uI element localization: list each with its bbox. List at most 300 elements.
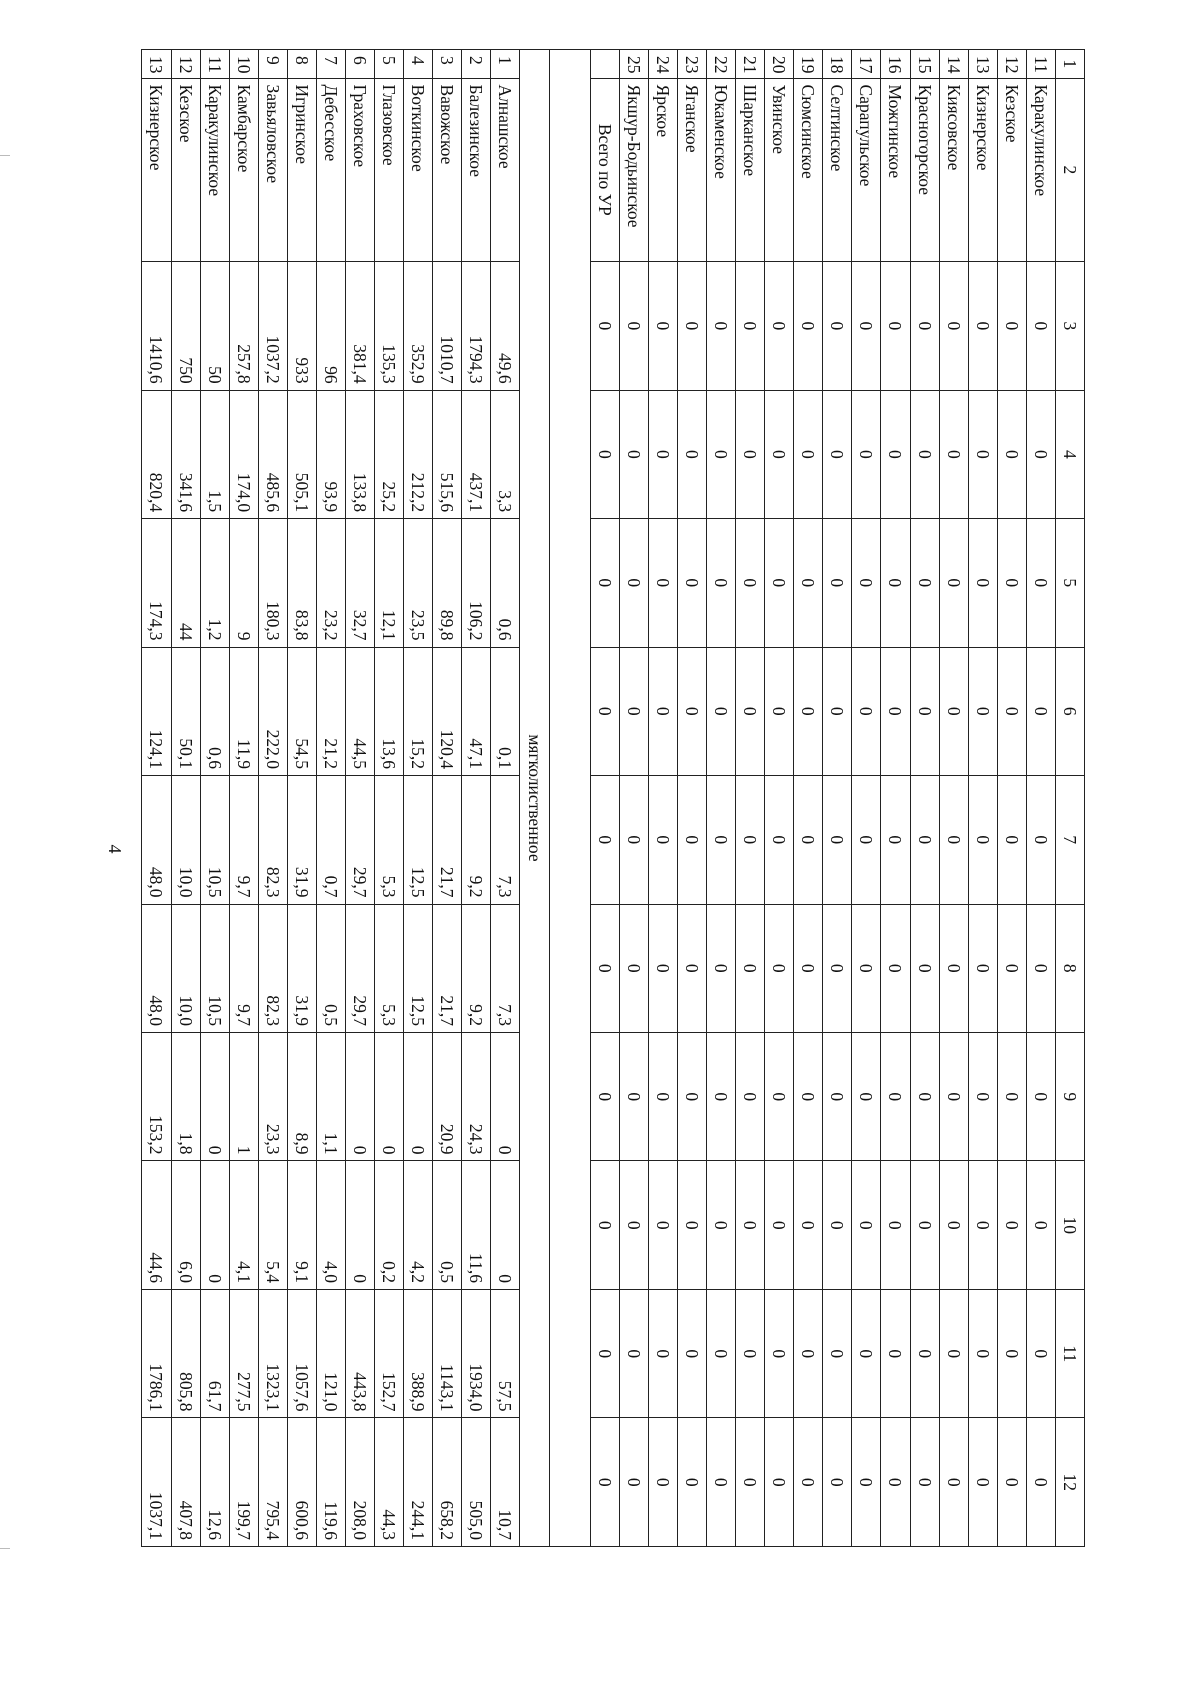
value-cell: 133,8: [346, 390, 375, 518]
value-cell: 0: [852, 904, 881, 1032]
value-cell: 12,6: [200, 1418, 229, 1547]
value-cell: 0: [997, 1033, 1026, 1161]
value-cell: 0: [881, 1289, 910, 1417]
value-cell: 0: [677, 519, 706, 647]
value-cell: 208,0: [346, 1418, 375, 1547]
value-cell: 0: [968, 390, 997, 518]
value-cell: 0: [910, 647, 939, 775]
value-cell: 0: [823, 1418, 852, 1547]
value-cell: 96: [316, 262, 345, 390]
table-row: [765, 50, 794, 1547]
value-cell: 0: [619, 1161, 648, 1289]
value-cell: 0: [823, 390, 852, 518]
value-cell: 1410,6: [142, 262, 172, 390]
row-number-cell: 2: [462, 50, 491, 79]
table-row: [1026, 50, 1055, 1547]
value-cell: 0: [765, 262, 794, 390]
value-cell: 1: [229, 1033, 258, 1161]
value-cell: 0: [939, 390, 968, 518]
value-cell: 10,0: [171, 776, 200, 904]
value-cell: 0: [1026, 904, 1055, 1032]
value-cell: 0: [590, 1161, 619, 1289]
district-name-cell: Сарапульское: [852, 78, 881, 262]
column-number-cell: 11: [1055, 1289, 1084, 1417]
value-cell: 174,0: [229, 390, 258, 518]
row-number-cell: 18: [823, 50, 852, 79]
district-name-cell: Можгинское: [881, 78, 910, 262]
district-name-cell: Киясовское: [939, 78, 968, 262]
value-cell: 7,3: [491, 904, 520, 1032]
value-cell: 0: [706, 1418, 735, 1547]
row-number-cell: 23: [677, 50, 706, 79]
value-cell: 0: [677, 1033, 706, 1161]
value-cell: 180,3: [258, 519, 287, 647]
row-number-cell: 1: [491, 50, 520, 79]
value-cell: 0,2: [375, 1161, 404, 1289]
value-cell: 10,5: [200, 904, 229, 1032]
value-cell: 0: [794, 519, 823, 647]
value-cell: 0: [881, 262, 910, 390]
row-number-cell: 19: [794, 50, 823, 79]
value-cell: 120,4: [433, 647, 462, 775]
value-cell: 0: [997, 776, 1026, 904]
value-cell: 0: [794, 262, 823, 390]
district-name-cell: Алнашское: [491, 78, 520, 262]
value-cell: 9,7: [229, 904, 258, 1032]
value-cell: 1037,2: [258, 262, 287, 390]
value-cell: 47,1: [462, 647, 491, 775]
table-row: [462, 50, 491, 1547]
value-cell: 0: [823, 776, 852, 904]
value-cell: 0: [648, 1289, 677, 1417]
value-cell: 0: [939, 1033, 968, 1161]
value-cell: 0: [736, 1033, 765, 1161]
value-cell: 0: [939, 1161, 968, 1289]
section-title-cell: мягколиственное: [520, 50, 549, 1547]
value-cell: 0: [852, 519, 881, 647]
value-cell: 106,2: [462, 519, 491, 647]
value-cell: 515,6: [433, 390, 462, 518]
column-number-cell: 10: [1055, 1161, 1084, 1289]
value-cell: 0: [1026, 1161, 1055, 1289]
district-name-cell: Воткинское: [404, 78, 433, 262]
row-number-cell: 8: [287, 50, 316, 79]
value-cell: 0: [200, 1161, 229, 1289]
value-cell: 0: [852, 1418, 881, 1547]
value-cell: 0: [1026, 1033, 1055, 1161]
row-number-cell: 11: [1026, 50, 1055, 79]
value-cell: 1786,1: [142, 1289, 172, 1417]
value-cell: 23,2: [316, 519, 345, 647]
value-cell: 3,3: [491, 390, 520, 518]
value-cell: 12,1: [375, 519, 404, 647]
value-cell: 0: [881, 1418, 910, 1547]
value-cell: 505,1: [287, 390, 316, 518]
value-cell: 8,9: [287, 1033, 316, 1161]
value-cell: 0: [765, 390, 794, 518]
value-cell: 0: [765, 519, 794, 647]
value-cell: 0: [823, 1161, 852, 1289]
value-cell: 0: [1026, 776, 1055, 904]
value-cell: 0: [968, 1161, 997, 1289]
value-cell: 31,9: [287, 904, 316, 1032]
district-name-cell: Юкаменское: [706, 78, 735, 262]
value-cell: 0: [590, 647, 619, 775]
value-cell: 0: [968, 1033, 997, 1161]
value-cell: 1010,7: [433, 262, 462, 390]
value-cell: 0: [910, 1033, 939, 1161]
value-cell: 0: [997, 1161, 1026, 1289]
value-cell: 222,0: [258, 647, 287, 775]
table-row: [375, 50, 404, 1547]
row-number-cell: 7: [316, 50, 345, 79]
value-cell: 4,0: [316, 1161, 345, 1289]
value-cell: 257,8: [229, 262, 258, 390]
value-cell: 0: [910, 776, 939, 904]
district-name-cell: Сюмсинское: [794, 78, 823, 262]
value-cell: 0: [910, 390, 939, 518]
value-cell: 54,5: [287, 647, 316, 775]
district-name-cell: Яганское: [677, 78, 706, 262]
value-cell: 12,5: [404, 776, 433, 904]
total-row: [590, 50, 619, 1547]
value-cell: 0: [881, 647, 910, 775]
value-cell: 0: [619, 519, 648, 647]
value-cell: 9,1: [287, 1161, 316, 1289]
row-number-cell: [590, 50, 619, 79]
value-cell: 0,6: [491, 519, 520, 647]
value-cell: 352,9: [404, 262, 433, 390]
value-cell: 0: [1026, 647, 1055, 775]
value-cell: 0: [910, 1289, 939, 1417]
value-cell: 89,8: [433, 519, 462, 647]
value-cell: 0: [881, 776, 910, 904]
value-cell: 21,2: [316, 647, 345, 775]
value-cell: 0: [736, 1161, 765, 1289]
value-cell: 341,6: [171, 390, 200, 518]
district-name-cell: Увинское: [765, 78, 794, 262]
district-name-cell: Ярское: [648, 78, 677, 262]
row-number-cell: 11: [200, 50, 229, 79]
value-cell: 0: [852, 390, 881, 518]
value-cell: 0: [765, 776, 794, 904]
value-cell: 50: [200, 262, 229, 390]
district-name-cell: Глазовское: [375, 78, 404, 262]
value-cell: 0: [736, 1418, 765, 1547]
district-name-cell: Завьяловское: [258, 78, 287, 262]
value-cell: 0: [619, 647, 648, 775]
value-cell: 31,9: [287, 776, 316, 904]
value-cell: 0: [648, 647, 677, 775]
column-number-cell: 2: [1055, 78, 1084, 262]
value-cell: 0: [823, 647, 852, 775]
row-number-cell: 17: [852, 50, 881, 79]
value-cell: 0: [736, 647, 765, 775]
value-cell: 0: [648, 262, 677, 390]
table-row: [881, 50, 910, 1547]
table-row: [706, 50, 735, 1547]
value-cell: 32,7: [346, 519, 375, 647]
value-cell: 0: [677, 1418, 706, 1547]
value-cell: 5,3: [375, 776, 404, 904]
value-cell: 600,6: [287, 1418, 316, 1547]
scan-edge-mark: [0, 1548, 10, 1549]
table-row: [939, 50, 968, 1547]
value-cell: 0: [736, 776, 765, 904]
value-cell: 0: [736, 1289, 765, 1417]
value-cell: 820,4: [142, 390, 172, 518]
table-row: [852, 50, 881, 1547]
value-cell: 0: [910, 1418, 939, 1547]
value-cell: 13,6: [375, 647, 404, 775]
table-row: [910, 50, 939, 1547]
row-number-cell: 20: [765, 50, 794, 79]
value-cell: 658,2: [433, 1418, 462, 1547]
value-cell: 443,8: [346, 1289, 375, 1417]
value-cell: 61,7: [200, 1289, 229, 1417]
value-cell: 212,2: [404, 390, 433, 518]
table-row: [736, 50, 765, 1547]
value-cell: 0: [968, 262, 997, 390]
value-cell: 0: [765, 904, 794, 1032]
value-cell: 0: [619, 390, 648, 518]
value-cell: 0: [910, 1161, 939, 1289]
value-cell: 0: [794, 1161, 823, 1289]
value-cell: 0: [852, 776, 881, 904]
value-cell: 0: [346, 1161, 375, 1289]
column-number-cell: 5: [1055, 519, 1084, 647]
value-cell: 0: [881, 1161, 910, 1289]
value-cell: 795,4: [258, 1418, 287, 1547]
value-cell: 0: [375, 1033, 404, 1161]
table-row: [997, 50, 1026, 1547]
value-cell: 0: [910, 519, 939, 647]
value-cell: 135,3: [375, 262, 404, 390]
value-cell: 0: [794, 1033, 823, 1161]
row-number-cell: 13: [142, 50, 172, 79]
value-cell: 0: [852, 1289, 881, 1417]
row-number-cell: 12: [997, 50, 1026, 79]
value-cell: 4,2: [404, 1161, 433, 1289]
table-row: [171, 50, 200, 1547]
row-number-cell: 24: [648, 50, 677, 79]
district-name-cell: Красногорское: [910, 78, 939, 262]
table-row: [200, 50, 229, 1547]
scan-edge-mark: [0, 155, 10, 156]
value-cell: 0: [997, 1418, 1026, 1547]
value-cell: 0: [619, 1418, 648, 1547]
table-row: [619, 50, 648, 1547]
value-cell: 0: [677, 390, 706, 518]
table-row: [491, 50, 520, 1547]
value-cell: 48,0: [142, 776, 172, 904]
value-cell: 83,8: [287, 519, 316, 647]
table-row: [142, 50, 172, 1547]
value-cell: 0: [491, 1161, 520, 1289]
value-cell: 0: [939, 1418, 968, 1547]
row-number-cell: 25: [619, 50, 648, 79]
value-cell: 0: [881, 904, 910, 1032]
value-cell: 6,0: [171, 1161, 200, 1289]
row-number-cell: 5: [375, 50, 404, 79]
value-cell: 0: [590, 262, 619, 390]
value-cell: 29,7: [346, 904, 375, 1032]
value-cell: 7,3: [491, 776, 520, 904]
value-cell: 21,7: [433, 904, 462, 1032]
value-cell: 0: [765, 1289, 794, 1417]
district-name-cell: Кезское: [997, 78, 1026, 262]
value-cell: 0: [590, 390, 619, 518]
district-name-cell: Дебесское: [316, 78, 345, 262]
district-name-cell: Якшур-Бодьинское: [619, 78, 648, 262]
value-cell: 0: [706, 390, 735, 518]
table-body: [142, 50, 1085, 1547]
row-number-cell: 12: [171, 50, 200, 79]
value-cell: 0: [706, 1033, 735, 1161]
column-number-cell: 9: [1055, 1033, 1084, 1161]
value-cell: 0: [968, 1289, 997, 1417]
value-cell: 0: [648, 904, 677, 1032]
value-cell: 11,6: [462, 1161, 491, 1289]
row-number-cell: 13: [968, 50, 997, 79]
value-cell: 0: [910, 262, 939, 390]
value-cell: 0: [765, 647, 794, 775]
value-cell: 0: [794, 390, 823, 518]
value-cell: 82,3: [258, 904, 287, 1032]
value-cell: 0,5: [433, 1161, 462, 1289]
value-cell: 0: [794, 1418, 823, 1547]
district-name-cell: Каракулинское: [200, 78, 229, 262]
value-cell: 49,6: [491, 262, 520, 390]
value-cell: 0: [794, 1289, 823, 1417]
value-cell: 0: [706, 1289, 735, 1417]
value-cell: 933: [287, 262, 316, 390]
value-cell: 1323,1: [258, 1289, 287, 1417]
value-cell: 5,4: [258, 1161, 287, 1289]
row-number-cell: 10: [229, 50, 258, 79]
value-cell: 0: [968, 1418, 997, 1547]
value-cell: 0: [491, 1033, 520, 1161]
district-name-cell: Игринское: [287, 78, 316, 262]
value-cell: 0: [1026, 390, 1055, 518]
page-number: 4: [105, 844, 125, 854]
value-cell: 9: [229, 519, 258, 647]
value-cell: 0: [852, 647, 881, 775]
value-cell: 388,9: [404, 1289, 433, 1417]
value-cell: 0: [736, 904, 765, 1032]
value-cell: 0: [823, 262, 852, 390]
value-cell: 0: [939, 262, 968, 390]
value-cell: 1,8: [171, 1033, 200, 1161]
row-number-cell: 3: [433, 50, 462, 79]
value-cell: 174,3: [142, 519, 172, 647]
value-cell: 0: [736, 390, 765, 518]
value-cell: 0: [1026, 1418, 1055, 1547]
value-cell: 1037,1: [142, 1418, 172, 1547]
value-cell: 9,2: [462, 776, 491, 904]
value-cell: 0: [852, 1161, 881, 1289]
value-cell: 0: [881, 519, 910, 647]
value-cell: 0: [852, 262, 881, 390]
table-row: [968, 50, 997, 1547]
district-name-cell: Балезинское: [462, 78, 491, 262]
value-cell: 0: [619, 776, 648, 904]
value-cell: 44,6: [142, 1161, 172, 1289]
value-cell: 0: [823, 1289, 852, 1417]
column-number-cell: 3: [1055, 262, 1084, 390]
value-cell: 24,3: [462, 1033, 491, 1161]
value-cell: 82,3: [258, 776, 287, 904]
rotated-table-wrapper: [141, 49, 1085, 1547]
table-row: [287, 50, 316, 1547]
value-cell: 0: [794, 776, 823, 904]
value-cell: 0: [910, 904, 939, 1032]
value-cell: 121,0: [316, 1289, 345, 1417]
value-cell: 0: [590, 1418, 619, 1547]
value-cell: 0: [619, 262, 648, 390]
value-cell: 0: [677, 776, 706, 904]
value-cell: 0: [765, 1161, 794, 1289]
value-cell: 199,7: [229, 1418, 258, 1547]
value-cell: 0: [590, 776, 619, 904]
value-cell: 0: [968, 647, 997, 775]
value-cell: 1794,3: [462, 262, 491, 390]
row-number-cell: 22: [706, 50, 735, 79]
value-cell: 1,5: [200, 390, 229, 518]
table-row: [346, 50, 375, 1547]
value-cell: 0: [736, 519, 765, 647]
value-cell: 4,1: [229, 1161, 258, 1289]
row-number-cell: 4: [404, 50, 433, 79]
value-cell: 5,3: [375, 904, 404, 1032]
value-cell: 0: [706, 904, 735, 1032]
value-cell: 0: [619, 1033, 648, 1161]
spacer-row: [549, 50, 590, 1547]
value-cell: 0: [590, 519, 619, 647]
value-cell: 0: [939, 519, 968, 647]
value-cell: 0: [677, 1161, 706, 1289]
value-cell: 0: [736, 262, 765, 390]
value-cell: 0: [648, 776, 677, 904]
value-cell: 0: [648, 1161, 677, 1289]
value-cell: 505,0: [462, 1418, 491, 1547]
value-cell: 153,2: [142, 1033, 172, 1161]
value-cell: 0: [881, 390, 910, 518]
value-cell: 9,2: [462, 904, 491, 1032]
value-cell: 0,7: [316, 776, 345, 904]
column-number-row: [1055, 50, 1084, 1547]
value-cell: 0: [881, 1033, 910, 1161]
value-cell: 0: [968, 776, 997, 904]
value-cell: 0: [677, 1289, 706, 1417]
value-cell: 50,1: [171, 647, 200, 775]
table-row: [404, 50, 433, 1547]
value-cell: 57,5: [491, 1289, 520, 1417]
value-cell: 277,5: [229, 1289, 258, 1417]
value-cell: 1934,0: [462, 1289, 491, 1417]
column-number-cell: 7: [1055, 776, 1084, 904]
district-name-cell: Кизнерское: [142, 78, 172, 262]
value-cell: 0,6: [200, 647, 229, 775]
value-cell: 0,5: [316, 904, 345, 1032]
district-name-cell: Шарканское: [736, 78, 765, 262]
value-cell: 10,7: [491, 1418, 520, 1547]
column-number-cell: 1: [1055, 50, 1084, 79]
value-cell: 381,4: [346, 262, 375, 390]
value-cell: 25,2: [375, 390, 404, 518]
row-number-cell: 9: [258, 50, 287, 79]
spacer-cell: [549, 50, 590, 1547]
